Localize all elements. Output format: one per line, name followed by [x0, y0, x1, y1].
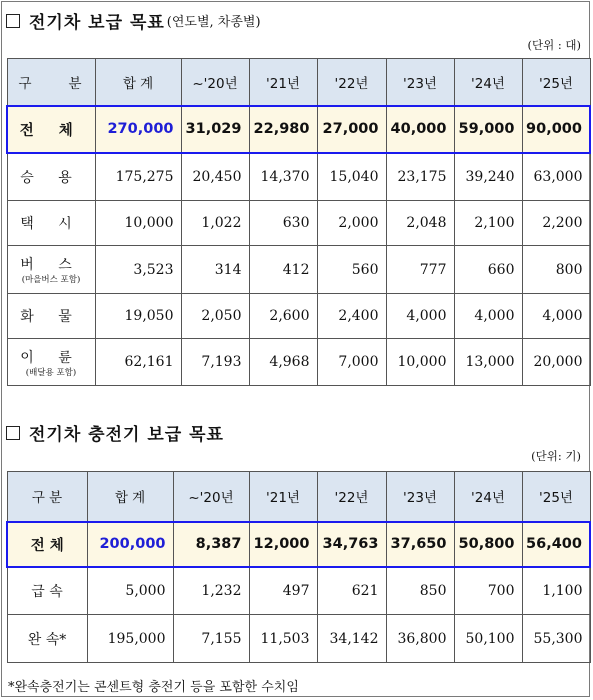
value-cell: 1,022: [181, 201, 249, 246]
sum-cell: 195,000: [87, 615, 173, 663]
header-cell: '21년: [249, 472, 317, 522]
value-cell: 7,155: [173, 615, 249, 663]
value-cell: 56,400: [522, 522, 590, 567]
value-cell: 2,600: [249, 294, 317, 339]
value-cell: 560: [317, 246, 386, 294]
sum-cell: 270,000: [95, 106, 181, 153]
ev-target-table: [6, 58, 591, 386]
value-cell: 2,050: [181, 294, 249, 339]
section1-title-text: 전기차 보급 목표: [29, 13, 165, 33]
value-cell: 777: [386, 246, 454, 294]
section2-title: [6, 420, 224, 445]
row-label: [7, 294, 95, 339]
value-cell: 50,800: [454, 522, 522, 567]
row-label-text: 버 스: [20, 257, 82, 273]
value-cell: 8,387: [173, 522, 249, 567]
sum-cell: 3,523: [95, 246, 181, 294]
table-row: [7, 201, 590, 246]
section1-title: [6, 8, 261, 33]
sum-cell: 5,000: [87, 567, 173, 615]
value-cell: 314: [181, 246, 249, 294]
value-cell: 39,240: [454, 153, 522, 201]
value-cell: 2,100: [454, 201, 522, 246]
value-cell: 4,000: [522, 294, 590, 339]
value-cell: 20,000: [522, 339, 590, 386]
value-cell: 2,400: [317, 294, 386, 339]
value-cell: 63,000: [522, 153, 590, 201]
sum-cell: 200,000: [87, 522, 173, 567]
header-cell: 구 분: [7, 472, 87, 522]
header-cell: '22년: [317, 472, 386, 522]
value-cell: 22,980: [249, 106, 317, 153]
value-cell: 1,232: [173, 567, 249, 615]
value-cell: 23,175: [386, 153, 454, 201]
section1-unit: (단위 : 대): [527, 38, 581, 52]
value-cell: 2,048: [386, 201, 454, 246]
value-cell: 12,000: [249, 522, 317, 567]
value-cell: 4,000: [454, 294, 522, 339]
header-cell: '21년: [249, 59, 317, 106]
value-cell: 2,000: [317, 201, 386, 246]
footnote: *완속충전기는 콘센트형 충전기 등을 포함한 수치임: [8, 680, 299, 695]
value-cell: 412: [249, 246, 317, 294]
header-cell: '25년: [522, 472, 590, 522]
table-row: [7, 153, 590, 201]
value-cell: 34,763: [317, 522, 386, 567]
value-cell: 37,650: [386, 522, 454, 567]
value-cell: 34,142: [317, 615, 386, 663]
sum-cell: 62,161: [95, 339, 181, 386]
header-cell: '24년: [454, 59, 522, 106]
header-cell: ~'20년: [181, 59, 249, 106]
value-cell: 50,100: [454, 615, 522, 663]
row-label-note: (마을버스 포함): [21, 275, 81, 285]
total-row: [7, 522, 590, 567]
value-cell: 27,000: [317, 106, 386, 153]
row-label: [7, 153, 95, 201]
sum-cell: 10,000: [95, 201, 181, 246]
table-row: [7, 567, 590, 615]
value-cell: 850: [386, 567, 454, 615]
total-row: [7, 106, 590, 153]
header-gu: 구: [18, 75, 32, 92]
row-label-text: 승 용: [20, 169, 82, 186]
header-cell: '22년: [317, 59, 386, 106]
row-label: [7, 201, 95, 246]
header-cell: '24년: [454, 472, 522, 522]
table-row: [7, 339, 590, 386]
value-cell: 11,503: [249, 615, 317, 663]
table-header-row: [7, 472, 590, 522]
row-label-text: 택 시: [20, 216, 82, 232]
section2-title-text: 전기차 충전기 보급 목표: [29, 425, 224, 445]
value-cell: 36,800: [386, 615, 454, 663]
value-cell: 20,450: [181, 153, 249, 201]
header-cell: '23년: [386, 472, 454, 522]
checkbox-icon: [6, 426, 20, 440]
row-label: 전 체: [7, 522, 87, 567]
sum-cell: 175,275: [95, 153, 181, 201]
table-row: [7, 615, 590, 663]
value-cell: 2,200: [522, 201, 590, 246]
value-cell: 4,968: [249, 339, 317, 386]
value-cell: 630: [249, 201, 317, 246]
header-cell: [7, 59, 95, 106]
value-cell: 800: [522, 246, 590, 294]
value-cell: 10,000: [386, 339, 454, 386]
row-label-note: (배달용 포함): [25, 367, 77, 378]
table-row: [7, 294, 590, 339]
value-cell: 55,300: [522, 615, 590, 663]
sum-cell: 19,050: [95, 294, 181, 339]
row-label-text: 이 륜: [20, 349, 82, 366]
section1-subtitle: (연도별, 차종별): [166, 15, 261, 30]
value-cell: 621: [317, 567, 386, 615]
table-row: [7, 246, 590, 294]
value-cell: 4,000: [386, 294, 454, 339]
value-cell: 14,370: [249, 153, 317, 201]
charger-target-table: [6, 471, 591, 663]
header-cell: 합 계: [95, 59, 181, 106]
value-cell: 13,000: [454, 339, 522, 386]
row-label-text: 전 체: [19, 122, 83, 139]
value-cell: 1,100: [522, 567, 590, 615]
value-cell: 7,000: [317, 339, 386, 386]
header-cell: '25년: [522, 59, 590, 106]
row-label-text: 화 물: [20, 309, 82, 325]
table-header-row: [7, 59, 590, 106]
header-cell: '23년: [386, 59, 454, 106]
row-label: [7, 106, 95, 153]
value-cell: 660: [454, 246, 522, 294]
checkbox-icon: [6, 14, 20, 28]
value-cell: 59,000: [454, 106, 522, 153]
row-label: [7, 339, 95, 386]
value-cell: 31,029: [181, 106, 249, 153]
section2-unit: (단위: 기): [531, 449, 581, 463]
value-cell: 15,040: [317, 153, 386, 201]
row-label: 급 속: [7, 567, 87, 615]
value-cell: 40,000: [386, 106, 454, 153]
header-cell: 합 계: [87, 472, 173, 522]
value-cell: 90,000: [522, 106, 590, 153]
value-cell: 497: [249, 567, 317, 615]
row-label: 완 속*: [7, 615, 87, 663]
value-cell: 700: [454, 567, 522, 615]
header-cell: ~'20년: [173, 472, 249, 522]
header-bun: 분: [68, 75, 82, 92]
value-cell: 7,193: [181, 339, 249, 386]
row-label: [7, 246, 95, 294]
